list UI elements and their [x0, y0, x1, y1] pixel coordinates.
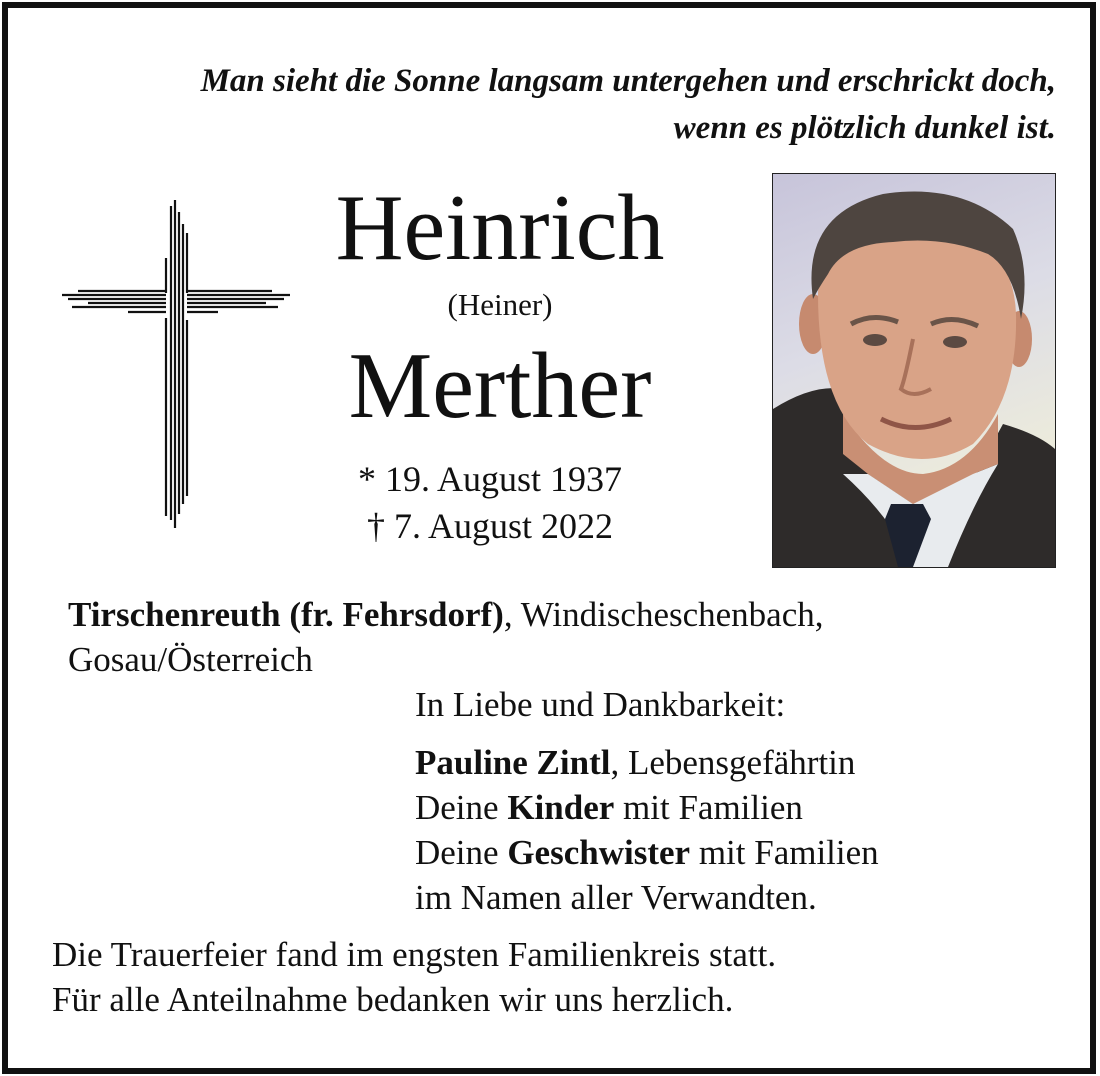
mourners	[415, 682, 1015, 920]
children-line	[415, 785, 1015, 830]
primary-place: Tirschenreuth (fr. Fehrsdorf)	[68, 595, 504, 634]
closing-line-1: Die Trauerfeier fand im engsten Familienkreis statt.	[52, 935, 777, 974]
places	[68, 592, 968, 682]
siblings-line	[415, 830, 1015, 875]
closing-text	[52, 932, 1052, 1022]
first-name: Heinrich	[335, 176, 665, 280]
closing-line-2: Für alle Anteilnahme bedanken wir uns herzlich.	[52, 980, 734, 1019]
motto-line-1: Man sieht die Sonne langsam untergehen und erschrickt doch,	[200, 63, 1056, 99]
siblings-label: Geschwister	[507, 833, 691, 872]
places-line-2: Gosau/Österreich	[68, 640, 313, 679]
children-suffix: mit Familien	[614, 788, 803, 827]
other-places: , Windischeschenbach,	[503, 595, 824, 634]
places-line-1	[68, 592, 968, 637]
partner-line	[415, 740, 1015, 785]
partner-role: , Lebensgefährtin	[610, 743, 856, 782]
children-label: Kinder	[507, 788, 615, 827]
siblings-suffix: mit Familien	[690, 833, 879, 872]
death-date: † 7. August 2022	[366, 506, 614, 546]
life-dates	[300, 456, 680, 550]
nickname: (Heiner)	[447, 287, 553, 322]
birth-date: * 19. August 1937	[357, 459, 623, 499]
portrait-photo	[772, 173, 1056, 568]
motto-line-2: wenn es plötzlich dunkel ist.	[673, 110, 1056, 146]
relatives-line: im Namen aller Verwandten.	[415, 878, 817, 917]
children-prefix: Deine	[415, 788, 508, 827]
siblings-prefix: Deine	[415, 833, 508, 872]
cross-icon	[58, 198, 294, 534]
partner-name: Pauline Zintl	[415, 743, 611, 782]
motto-quote	[56, 58, 1056, 152]
mourners-intro: In Liebe und Dankbarkeit:	[415, 685, 786, 724]
last-name: Merther	[348, 334, 652, 438]
